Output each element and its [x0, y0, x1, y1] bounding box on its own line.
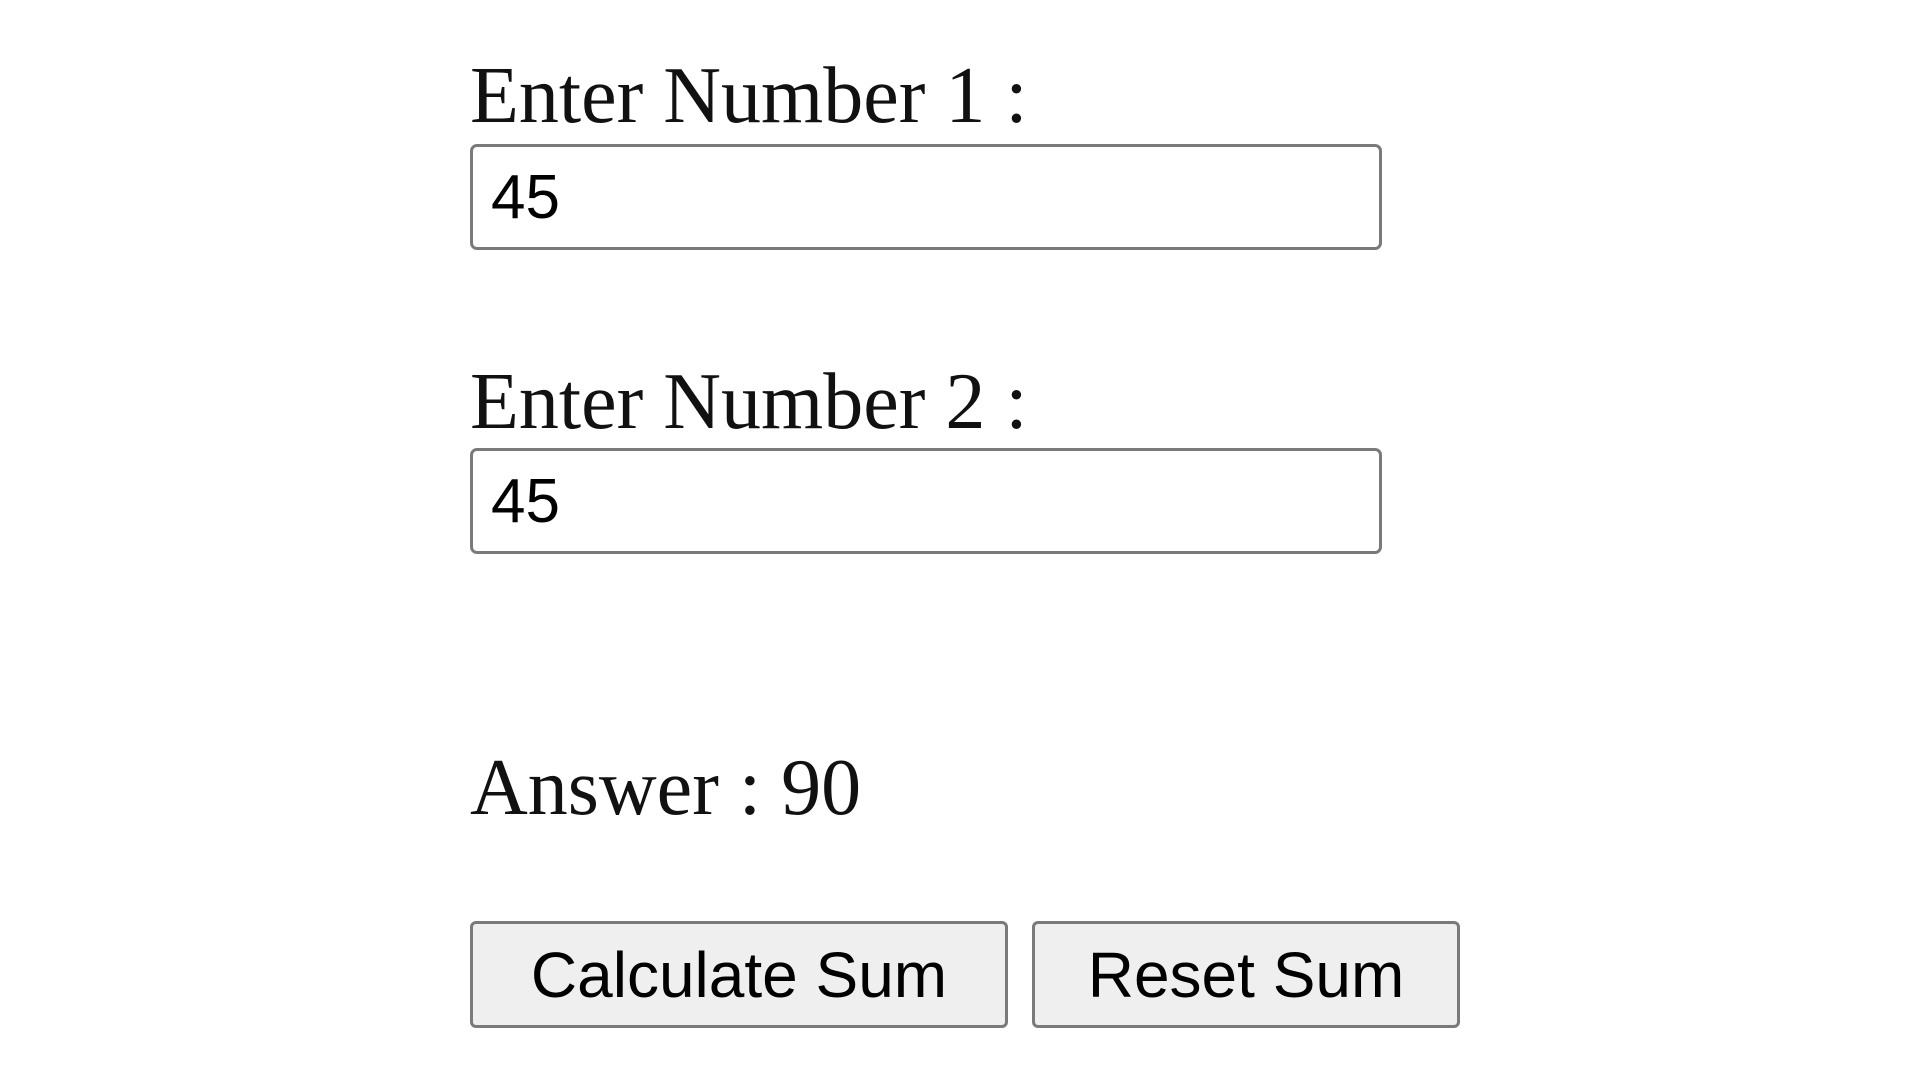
calculate-sum-button[interactable]: Calculate Sum [470, 921, 1008, 1028]
answer-value: 90 [781, 744, 862, 832]
number1-label: Enter Number 1 : [470, 52, 1028, 140]
number1-input[interactable] [470, 144, 1382, 250]
reset-sum-button[interactable]: Reset Sum [1032, 921, 1460, 1028]
number2-label: Enter Number 2 : [470, 358, 1028, 446]
number2-input[interactable] [470, 448, 1382, 554]
answer-display [470, 744, 862, 832]
answer-prefix: Answer : [470, 744, 762, 832]
